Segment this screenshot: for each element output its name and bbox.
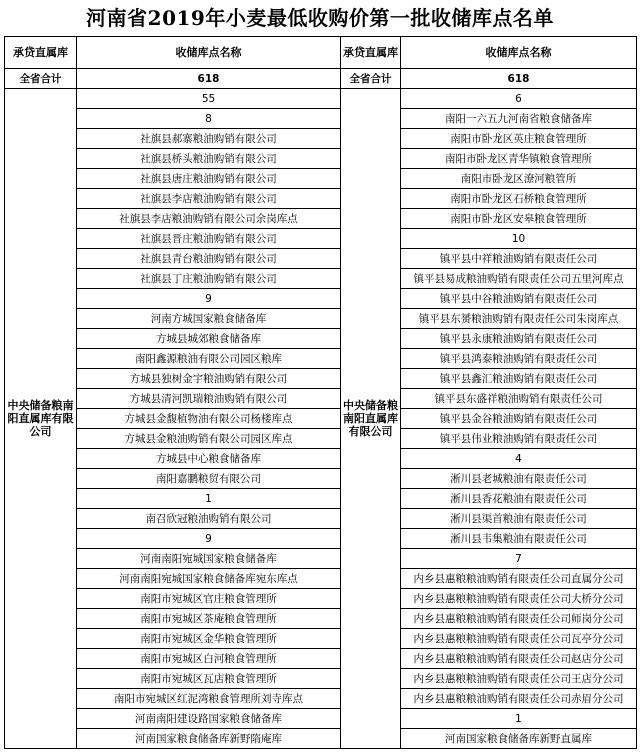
table-row xyxy=(5,269,637,289)
column-header-name-left: 收储库点名称 xyxy=(77,37,341,69)
depot-cell-right: 10 xyxy=(401,229,637,249)
table-row xyxy=(5,149,637,169)
depot-cell-left: 南阳市宛城区金华粮食管理所 xyxy=(77,629,341,649)
depot-cell-left: 社旗县桥头粮油购销有限公司 xyxy=(77,149,341,169)
table-row xyxy=(5,229,637,249)
depot-cell-right: 河南国家粮食储备库新野直属库 xyxy=(401,729,637,749)
depot-cell-left: 南阳市宛城区茶庵粮食管理所 xyxy=(77,609,341,629)
depot-cell-right: 淅川县韦集粮油有限责任公司 xyxy=(401,529,637,549)
depot-cell-left: 南阳市宛城区白河粮食管理所 xyxy=(77,649,341,669)
depot-cell-right: 淅川县香花粮油有限责任公司 xyxy=(401,489,637,509)
table-row xyxy=(5,549,637,569)
depot-cell-left: 社旗县丁庄粮油购销有限公司 xyxy=(77,269,341,289)
depot-cell-left: 社旗县青台粮油购销有限公司 xyxy=(77,249,341,269)
depot-cell-left: 9 xyxy=(77,529,341,549)
depot-cell-right: 内乡县惠粮粮油购销有限责任公司赤眉分公司 xyxy=(401,689,637,709)
depot-cell-right: 内乡县惠粮粮油购销有限责任公司直属分公司 xyxy=(401,569,637,589)
depot-cell-right: 镇平县中祥粮油购销有限责任公司 xyxy=(401,249,637,269)
depot-cell-left: 社旗县李店粮油购销有限公司 xyxy=(77,189,341,209)
owner-cell-left: 中央储备粮南阳直属库有限公司 xyxy=(5,89,77,749)
table-row xyxy=(5,569,637,589)
table-row xyxy=(5,289,637,309)
depot-cell-left: 方城县独树金宇粮油购销有限公司 xyxy=(77,369,341,389)
table-row xyxy=(5,629,637,649)
depot-cell-left: 方城县城郊粮食储备库 xyxy=(77,329,341,349)
total-value-left: 618 xyxy=(77,69,341,89)
depot-cell-left: 河南南阳宛城国家粮食储备库宛东库点 xyxy=(77,569,341,589)
depot-cell-left: 河南南阳建设路国家粮食储备库 xyxy=(77,709,341,729)
depot-cell-left: 社旗县晋庄粮油购销有限公司 xyxy=(77,229,341,249)
header-row xyxy=(5,37,637,69)
depot-cell-right: 淅川县渠首粮油有限责任公司 xyxy=(401,509,637,529)
depot-cell-left: 南阳市宛城区官庄粮食管理所 xyxy=(77,589,341,609)
depot-cell-right: 内乡县惠粮粮油购销有限责任公司王店分公司 xyxy=(401,669,637,689)
table-row xyxy=(5,349,637,369)
table-row xyxy=(5,689,637,709)
table-row xyxy=(5,109,637,129)
column-header-owner-right: 承贷直属库 xyxy=(341,37,401,69)
depot-cell-right: 内乡县惠粮粮油购销有限责任公司师岗分公司 xyxy=(401,609,637,629)
depot-cell-right: 镇平县东赟粮油购销有限责任公司朱岗库点 xyxy=(401,309,637,329)
depot-cell-right: 4 xyxy=(401,449,637,469)
table-row xyxy=(5,389,637,409)
total-value-right: 618 xyxy=(401,69,637,89)
table-row xyxy=(5,509,637,529)
depot-cell-right: 镇平县中谷粮油购销有限责任公司 xyxy=(401,289,637,309)
depot-list-table xyxy=(4,36,637,749)
owner-cell-right: 中央储备粮南阳直属库有限公司 xyxy=(341,89,401,749)
depot-cell-right: 镇平县伟业粮油购销有限责任公司 xyxy=(401,429,637,449)
depot-cell-left: 南阳鑫源粮油有限公司园区粮库 xyxy=(77,349,341,369)
table-row xyxy=(5,609,637,629)
table-row xyxy=(5,209,637,229)
depot-cell-right: 南阳市卧龙区安皋粮食管理所 xyxy=(401,209,637,229)
table-row xyxy=(5,309,637,329)
depot-cell-right: 镇平县金谷粮油购销有限责任公司 xyxy=(401,409,637,429)
depot-cell-left: 8 xyxy=(77,109,341,129)
depot-cell-right: 镇平县永康粮油购销有限责任公司 xyxy=(401,329,637,349)
depot-cell-left: 河南国家粮食储备库新野隋庵库 xyxy=(77,729,341,749)
depot-cell-right: 6 xyxy=(401,89,637,109)
depot-cell-right: 1 xyxy=(401,709,637,729)
table-row xyxy=(5,369,637,389)
table-row xyxy=(5,449,637,469)
depot-cell-left: 方城县金馥植物油有限公司杨楼库点 xyxy=(77,409,341,429)
depot-cell-left: 方城县清河凯瑞粮油购销有限公司 xyxy=(77,389,341,409)
depot-cell-left: 1 xyxy=(77,489,341,509)
depot-cell-right: 镇平县鑫汇粮油购销有限责任公司 xyxy=(401,369,637,389)
table-row xyxy=(5,729,637,749)
depot-cell-left: 南阳市宛城区瓦店粮食管理所 xyxy=(77,669,341,689)
depot-cell-left: 方城县中心粮食储备库 xyxy=(77,449,341,469)
table-row xyxy=(5,589,637,609)
depot-cell-right: 南阳市卧龙区青华镇粮食管理所 xyxy=(401,149,637,169)
depot-cell-right: 淅川县老城粮油有限责任公司 xyxy=(401,469,637,489)
total-row xyxy=(5,69,637,89)
column-header-name-right: 收储库点名称 xyxy=(401,37,637,69)
table-row xyxy=(5,429,637,449)
depot-cell-right: 镇平县东盛祥粮油购销有限责任公司 xyxy=(401,389,637,409)
depot-cell-right: 7 xyxy=(401,549,637,569)
depot-cell-right: 内乡县惠粮粮油购销有限责任公司大桥分公司 xyxy=(401,589,637,609)
table-row xyxy=(5,529,637,549)
depot-cell-left: 9 xyxy=(77,289,341,309)
depot-cell-left: 南召欣冠粮油购销有限公司 xyxy=(77,509,341,529)
table-row xyxy=(5,669,637,689)
total-label-right: 全省合计 xyxy=(341,69,401,89)
table-row xyxy=(5,489,637,509)
depot-cell-left: 社旗县李店粮油购销有限公司余岗库点 xyxy=(77,209,341,229)
table-row xyxy=(5,169,637,189)
depot-cell-right: 南阳市卧龙区英庄粮食管理所 xyxy=(401,129,637,149)
depot-cell-right: 镇平县鸿泰粮油购销有限责任公司 xyxy=(401,349,637,369)
depot-cell-right: 镇平县易成粮油购销有限责任公司五里河库点 xyxy=(401,269,637,289)
column-header-owner-left: 承贷直属库 xyxy=(5,37,77,69)
depot-cell-right: 南阳市卧龙区石桥粮食管理所 xyxy=(401,189,637,209)
table-row xyxy=(5,129,637,149)
table-row xyxy=(5,329,637,349)
depot-cell-right: 内乡县惠粮粮油购销有限责任公司赵店分公司 xyxy=(401,649,637,669)
depot-cell-right: 内乡县惠粮粮油购销有限责任公司瓦亭分公司 xyxy=(401,629,637,649)
table-row xyxy=(5,249,637,269)
depot-cell-left: 方城县金粮油购销有限公司园区库点 xyxy=(77,429,341,449)
table-row xyxy=(5,89,637,109)
total-label-left: 全省合计 xyxy=(5,69,77,89)
document-title: 河南省2019年小麦最低收购价第一批收储库点名单 xyxy=(86,6,554,30)
depot-cell-right: 南阳市卧龙区潦河粮管所 xyxy=(401,169,637,189)
table-row xyxy=(5,709,637,729)
depot-cell-left: 河南方城国家粮食储备库 xyxy=(77,309,341,329)
table-row xyxy=(5,649,637,669)
table-row xyxy=(5,409,637,429)
depot-cell-left: 社旗县郝寨粮油购销有限公司 xyxy=(77,129,341,149)
depot-cell-right: 南阳一六五九河南省粮食储备库 xyxy=(401,109,637,129)
depot-cell-left: 55 xyxy=(77,89,341,109)
depot-cell-left: 河南南阳宛城国家粮食储备库 xyxy=(77,549,341,569)
depot-cell-left: 南阳嘉鹏粮贸有限公司 xyxy=(77,469,341,489)
depot-cell-left: 社旗县唐庄粮油购销有限公司 xyxy=(77,169,341,189)
table-row xyxy=(5,189,637,209)
table-row xyxy=(5,469,637,489)
depot-cell-left: 南阳市宛城区红泥湾粮食管理所刘寺库点 xyxy=(77,689,341,709)
